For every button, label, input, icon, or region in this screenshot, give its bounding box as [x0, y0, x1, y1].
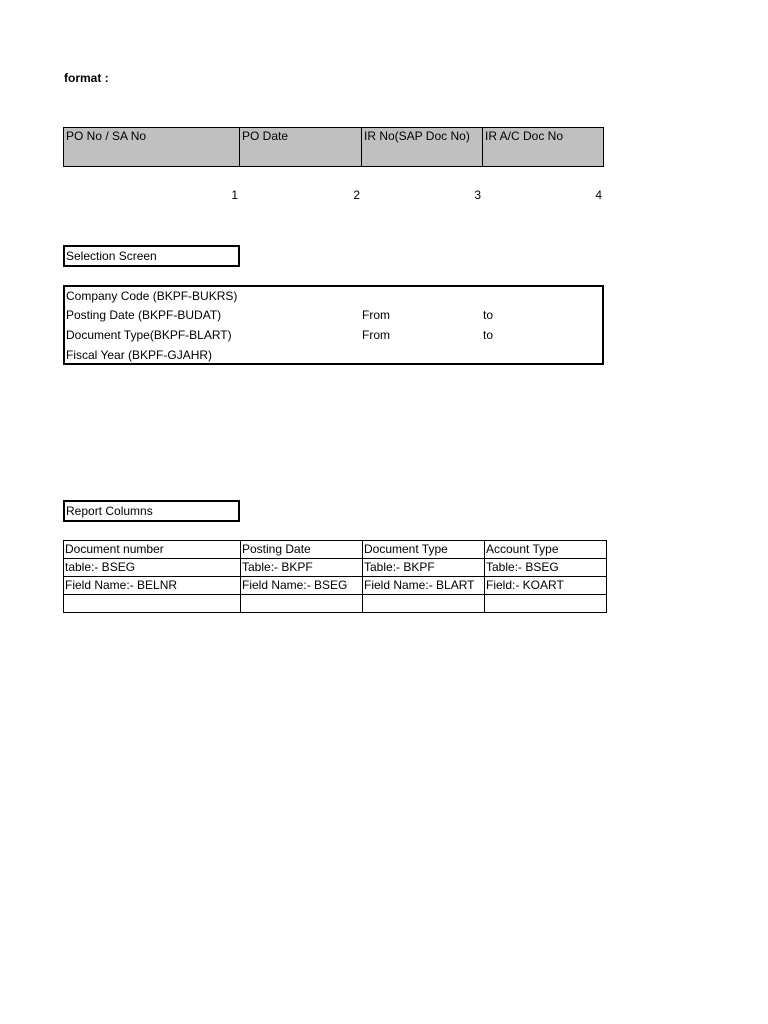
table-cell: Table:- BKPF	[363, 559, 485, 577]
table-cell: Field:- KOART	[485, 577, 607, 595]
table-cell: Document Type	[363, 541, 485, 559]
from-label: From	[362, 308, 390, 322]
table-cell: Table:- BSEG	[485, 559, 607, 577]
table-row	[64, 595, 607, 613]
selection-screen-box	[63, 285, 604, 365]
format-header-table	[63, 127, 604, 167]
selection-label: Posting Date (BKPF-BUDAT)	[66, 308, 222, 322]
table-row	[64, 541, 607, 559]
table-cell: Posting Date	[241, 541, 363, 559]
table-cell	[64, 595, 241, 613]
report-columns-title: Report Columns	[63, 500, 240, 522]
header-ir-no: IR No(SAP Doc No)	[362, 128, 483, 166]
table-row	[64, 559, 607, 577]
table-cell	[363, 595, 485, 613]
table-cell: Field Name:- BELNR	[64, 577, 241, 595]
table-cell	[485, 595, 607, 613]
selection-label: Company Code (BKPF-BUKRS)	[66, 289, 238, 303]
selection-row	[65, 287, 602, 307]
table-cell: Account Type	[485, 541, 607, 559]
table-cell	[241, 595, 363, 613]
table-cell: table:- BSEG	[64, 559, 241, 577]
table-cell: Field Name:- BSEG	[241, 577, 363, 595]
column-number-1: 1	[231, 188, 238, 202]
table-cell: Table:- BKPF	[241, 559, 363, 577]
column-number-2: 2	[353, 188, 360, 202]
header-po-date: PO Date	[240, 128, 362, 166]
selection-row	[65, 306, 602, 326]
to-label: to	[483, 328, 494, 342]
table-row	[64, 577, 607, 595]
to-label: to	[483, 308, 494, 322]
selection-label: Document Type(BKPF-BLART)	[66, 328, 232, 342]
report-columns-table	[63, 540, 607, 613]
selection-row	[65, 346, 602, 366]
selection-screen-title: Selection Screen	[63, 245, 240, 267]
format-label: format :	[64, 71, 109, 85]
selection-label: Fiscal Year (BKPF-GJAHR)	[66, 348, 213, 362]
column-number-3: 3	[474, 188, 481, 202]
table-cell: Document number	[64, 541, 241, 559]
column-number-4: 4	[595, 188, 602, 202]
from-label: From	[362, 328, 390, 342]
header-po-no: PO No / SA No	[64, 128, 240, 166]
selection-row	[65, 326, 602, 346]
header-ir-ac-doc-no: IR A/C Doc No	[485, 129, 564, 143]
table-cell: Field Name:- BLART	[363, 577, 485, 595]
